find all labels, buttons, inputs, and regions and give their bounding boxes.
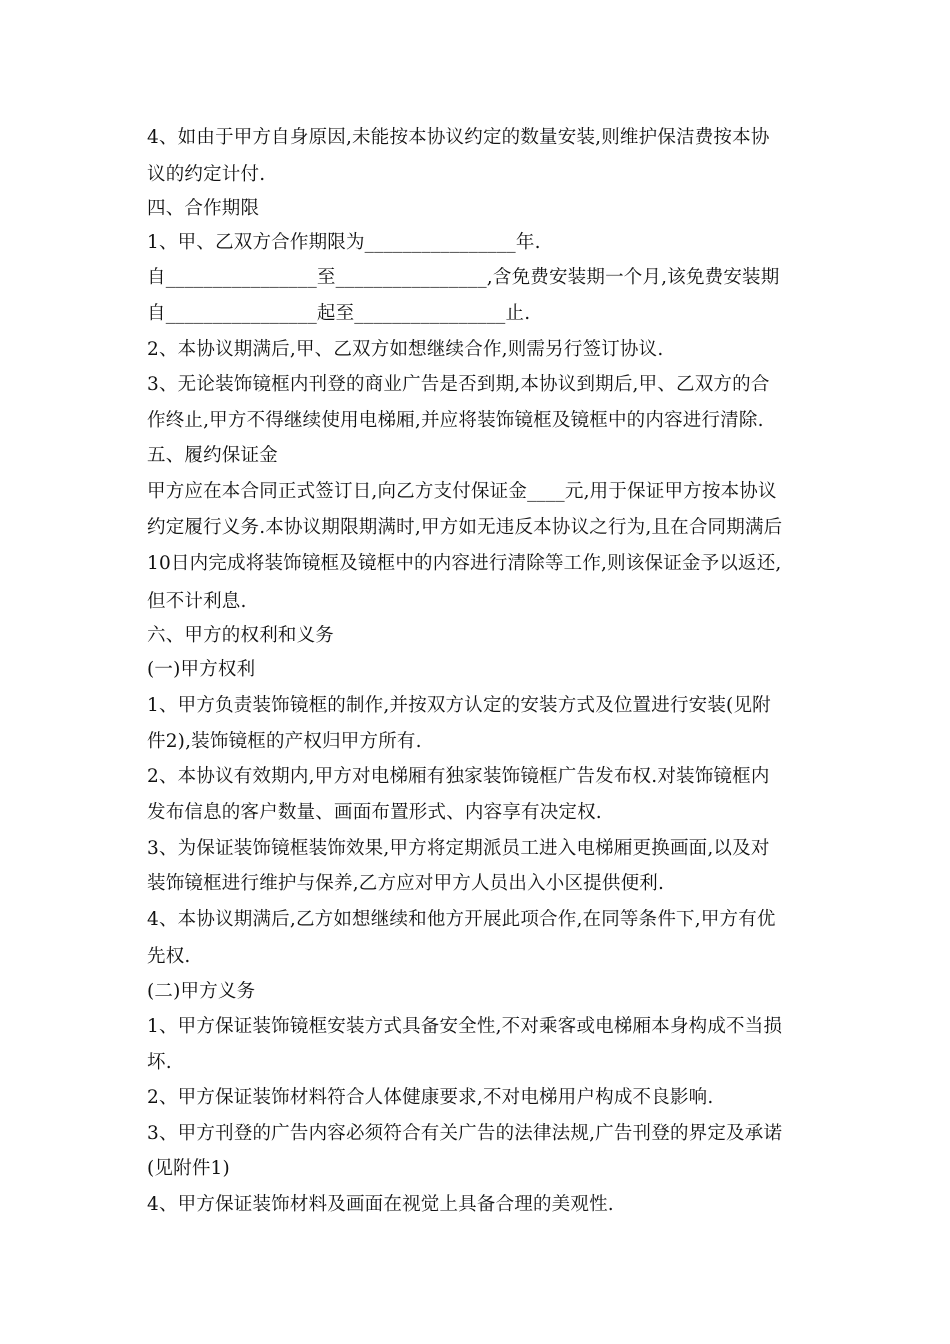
text-line: 3、无论装饰镜框内刊登的商业广告是否到期,本协议到期后,甲、乙双方的合 bbox=[147, 374, 770, 395]
text-line: 件2),装饰镜框的产权归甲方所有. bbox=[147, 731, 422, 752]
text-line: 自________________至________________,含免费安装期一个月,该免费安装期 bbox=[147, 267, 780, 288]
text-line: 3、甲方刊登的广告内容必须符合有关广告的法律法规,广告刊登的界定及承诺 bbox=[147, 1123, 783, 1144]
text-line: 2、甲方保证装饰材料符合人体健康要求,不对电梯用户构成不良影响. bbox=[147, 1087, 714, 1108]
text-line: 3、为保证装饰镜框装饰效果,甲方将定期派员工进入电梯厢更换画面,以及对 bbox=[147, 838, 770, 859]
text-line: 1、甲方负责装饰镜框的制作,并按双方认定的安装方式及位置进行安装(见附 bbox=[147, 695, 771, 716]
text-line: 但不计利息. bbox=[147, 591, 247, 612]
text-line: 发布信息的客户数量、画面布置形式、内容享有决定权. bbox=[147, 802, 602, 823]
text-line: 坏. bbox=[147, 1052, 172, 1073]
text-line: 1、甲方保证装饰镜框安装方式具备安全性,不对乘客或电梯厢本身构成不当损 bbox=[147, 1016, 783, 1037]
text-line: 约定履行义务.本协议期限期满时,甲方如无违反本协议之行为,且在合同期满后 bbox=[147, 517, 783, 538]
section-heading: 四、合作期限 bbox=[147, 198, 260, 219]
subsection-heading: (二)甲方义务 bbox=[147, 981, 256, 1002]
text-line: 2、本协议期满后,甲、乙双方如想继续合作,则需另行签订协议. bbox=[147, 339, 664, 360]
section-heading: 六、甲方的权利和义务 bbox=[147, 625, 335, 646]
text-line: 10日内完成将装饰镜框及镜框中的内容进行清除等工作,则该保证金予以返还, bbox=[147, 553, 782, 574]
text-line: 4、本协议期满后,乙方如想继续和他方开展此项合作,在同等条件下,甲方有优 bbox=[147, 909, 776, 930]
section-heading: 五、履约保证金 bbox=[147, 445, 278, 466]
text-line: 作终止,甲方不得继续使用电梯厢,并应将装饰镜框及镜框中的内容进行清除. bbox=[147, 410, 764, 431]
text-line: 议的约定计付. bbox=[147, 164, 266, 185]
subsection-heading: (一)甲方权利 bbox=[147, 659, 256, 680]
text-line: 甲方应在本合同正式签订日,向乙方支付保证金____元,用于保证甲方按本协议 bbox=[147, 481, 777, 502]
text-line: 4、如由于甲方自身原因,未能按本协议约定的数量安装,则维护保洁费按本协 bbox=[147, 127, 770, 148]
text-line: 先权. bbox=[147, 946, 191, 967]
text-line: 自________________起至________________止. bbox=[147, 303, 531, 324]
text-line: 2、本协议有效期内,甲方对电梯厢有独家装饰镜框广告发布权.对装饰镜框内 bbox=[147, 766, 770, 787]
text-line: 4、甲方保证装饰材料及画面在视觉上具备合理的美观性. bbox=[147, 1194, 614, 1215]
text-line: (见附件1) bbox=[147, 1158, 230, 1179]
text-line: 装饰镜框进行维护与保养,乙方应对甲方人员出入小区提供便利. bbox=[147, 873, 665, 894]
text-line: 1、甲、乙双方合作期限为________________年. bbox=[147, 232, 541, 253]
